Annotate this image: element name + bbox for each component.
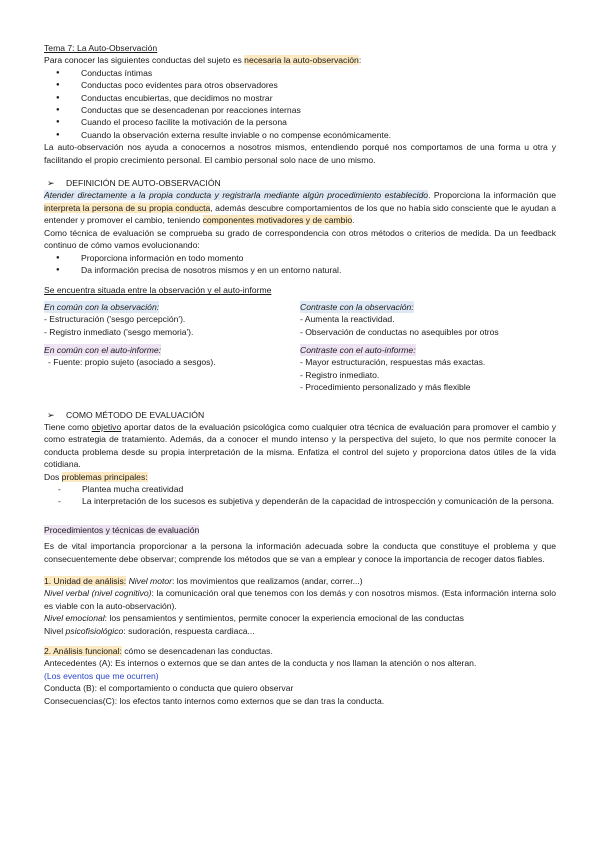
comparison-left-column: [44, 301, 300, 400]
list-item: ● Conductas encubiertas, que decidimos no mostrar: [56, 92, 556, 104]
funcional-line: [44, 645, 556, 657]
list-item: - Observación de conductas no asequibles por otros: [300, 326, 499, 337]
problemas-intro: [44, 471, 556, 483]
problemas-list: [44, 483, 556, 508]
list-item: ● Proporciona información en todo momento: [56, 252, 556, 264]
inf-comun-block: [44, 344, 300, 369]
metodo-heading: [44, 409, 556, 421]
metodo-text-b: aportar datos de la evaluación psicológica como cualquier otra técnica de evaluación para promover el cambio y como estrategia de tratamiento. Además, da a conocer el mundo intenso y la perspectiva del sujeto, lo que nos permite conocer la conducta problema desde su propia interpretación de la misma. Enfatiza el control del sujeto y proporciona datos útiles de la vida cotidiana.: [44, 421, 557, 470]
metodo-objetivo: objetivo: [91, 421, 122, 432]
nivel-verbal-line: [44, 587, 556, 612]
comparison-right-column: [300, 301, 556, 400]
list-item: - Procedimiento personalizado y más flexible: [300, 382, 471, 393]
list-item: - Registro inmediato.: [300, 369, 380, 380]
list-item: - Mayor estructuración, respuestas más exactas.: [300, 357, 486, 368]
nivel-motor-label: Nivel motor: [128, 576, 173, 587]
nivel-fisio-prefix: Nivel: [44, 625, 66, 636]
metodo-text-a: Tiene como: [44, 421, 92, 432]
conducta-line: Conducta (B): el comportamiento o conducta que quiero observar: [44, 683, 294, 694]
definicion-highlight-1: interpreta la persona de su propia conducta: [44, 202, 211, 213]
list-item: - Fuente: propio sujeto (asociado a sesgos).: [48, 357, 216, 368]
list-item: ● Conductas íntimas: [56, 67, 556, 79]
procedimientos-heading-label: Procedimientos y técnicas de evaluación: [44, 524, 200, 535]
obs-comun-title: En común con la observación:: [44, 301, 160, 312]
list-item: ● Cuando la observación externa resulte inviable o no compense económicamente.: [56, 129, 556, 141]
nivel-emocional-label: Nivel emocional: [44, 613, 105, 624]
nivel-fisio-text: : sudoración, respuesta cardiaca...: [123, 625, 255, 636]
nivel-fisio-line: [44, 625, 556, 637]
list-item: - Plantea mucha creatividad: [58, 483, 556, 495]
problemas-highlight: problemas principales:: [61, 471, 148, 482]
nivel-verbal-text: : la comunicación oral que tenemos con los demás y con nosotros mismos. (Esta información interna solo es viable con la auto-observación).: [44, 588, 556, 611]
page-title: Tema 7: La Auto-Observación: [44, 43, 158, 53]
definicion-text-3: .: [352, 215, 355, 226]
obs-comun-block: [44, 301, 300, 338]
inf-contraste-block: [300, 344, 556, 394]
obs-contraste-title: Contraste con la observación:: [300, 301, 414, 312]
conductas-list: [44, 67, 556, 141]
definicion-text-2: , además descubre comportamientos de los que no había sido consciente que le ayudan a entender y promover el cambio, teniendo: [44, 202, 556, 226]
intro-line: [44, 54, 556, 66]
problemas-prefix: Dos: [44, 471, 62, 482]
intro-prefix: Para conocer las siguientes conductas del sujeto es: [44, 55, 245, 66]
list-item: - La interpretación de los sucesos es subjetiva y dependerán de la capacidad de introspección y comunicación de la persona.: [58, 495, 556, 507]
nivel-emocional-line: [44, 612, 556, 624]
nivel-verbal-label: Nivel verbal (nivel cognitivo): [44, 588, 152, 599]
nivel-motor-text: : los movimientos que realizamos (andar, correr...): [172, 576, 363, 587]
definicion-text-1: . Proporciona la información que: [428, 190, 556, 201]
definicion-highlight-2: componentes motivadores y de cambio: [202, 215, 353, 226]
metodo-heading-label: COMO MÉTODO DE EVALUACIÓN: [66, 409, 205, 420]
list-item: - Aumenta la reactividad.: [300, 314, 395, 325]
antecedentes-line: Antecedentes (A): Es internos o externos que se dan antes de la conducta y nos llaman la atención o nos alteran.: [44, 658, 477, 669]
nivel-emocional-text: : los pensamientos y sentimientos, permite conocer la experiencia emocional de las conductas: [104, 613, 464, 624]
definicion-italic: Atender directamente a la propia conducta y registrarla mediante algún procedimiento establecido: [44, 190, 429, 201]
funcional-heading-text: cómo se desencadenan las conductas.: [121, 646, 273, 657]
unidad-line: [44, 575, 556, 587]
situada-heading: Se encuentra situada entre la observación y el auto-informe: [44, 285, 272, 296]
procedimientos-heading: [44, 524, 556, 536]
definicion-paragraph: [44, 189, 556, 226]
definicion-heading-label: DEFINICIÓN DE AUTO-OBSERVACIÓN: [66, 178, 221, 189]
comparison-columns: [44, 301, 556, 400]
intro-suffix: :: [358, 55, 362, 66]
funcional-heading: 2. Análisis funcional:: [44, 646, 122, 657]
feedback-paragraph: Como técnica de evaluación se comprueba su grado de correspondencia con otros métodos o criterios de medida. Da un feedback continuo de cómo vamos evolucionando:: [44, 227, 556, 251]
eventos-note: (Los eventos que me ocurren): [44, 670, 159, 681]
arrow-bullet-icon: ➢: [47, 409, 55, 420]
definicion-heading: [44, 177, 556, 189]
metodo-paragraph: [44, 421, 556, 471]
consecuencias-line: Consecuencias(C): los efectos tanto internos como externos que se dan tras la conducta.: [44, 695, 385, 706]
obs-contraste-block: [300, 301, 556, 338]
nivel-fisio-label: psicofisiológico: [65, 625, 124, 636]
unidad-heading: 1. Unidad de análisis:: [44, 576, 127, 587]
intro-highlight: necesaria la auto-observación: [244, 55, 359, 66]
list-item: - Registro inmediato ('sesgo memoria').: [44, 326, 194, 337]
arrow-bullet-icon: ➢: [47, 178, 55, 189]
list-item: ● Da información precisa de nosotros mismos y en un entorno natural.: [56, 264, 556, 276]
inf-comun-title: En común con el auto-informe:: [44, 344, 162, 355]
list-item: ● Cuando el proceso facilite la motivación de la persona: [56, 116, 556, 128]
procedimientos-paragraph: Es de vital importancia proporcionar a la persona la información adecuada sobre la conducta que constituye el problema y que consecuentemente debe observar; comprende los métodos que se van a emplear y conoce la importancia de recoger datos fiables.: [44, 541, 556, 564]
list-item: ● Conductas que se desencadenan por reacciones internas: [56, 104, 556, 116]
feedback-list: [44, 252, 556, 277]
list-item: ● Conductas poco evidentes para otros observadores: [56, 79, 556, 91]
list-item: - Estructuración ('sesgo percepción').: [44, 314, 186, 325]
intro-paragraph: La auto-observación nos ayuda a conocernos a nosotros mismos, entendiendo porqué nos comportamos de una forma u otra y facilitando el propio crecimiento personal. El cambio personal solo nace de uno mismo.: [44, 142, 556, 165]
inf-contraste-title: Contraste con el auto-informe:: [300, 344, 416, 355]
